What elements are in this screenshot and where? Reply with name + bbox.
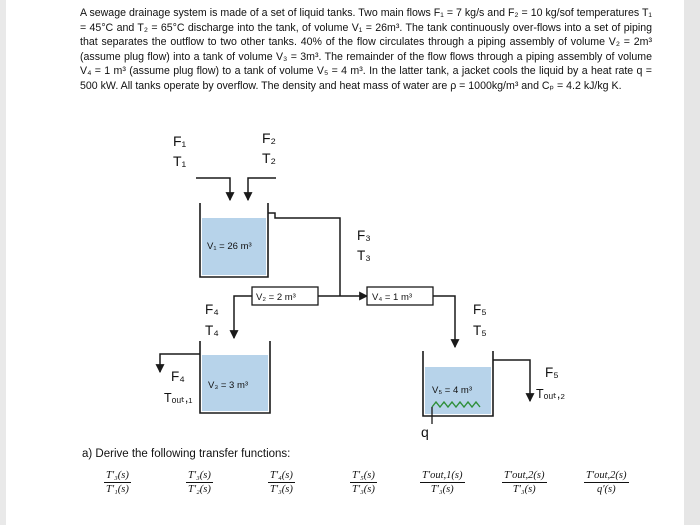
tank-5-outlet-temp-label: Tₒᵤₜ,₂ (536, 387, 566, 401)
tf-3-numerator: T′₄(s) (270, 470, 293, 481)
tf-7-numerator: T′out,2(s) (586, 470, 627, 481)
tf-6-numerator: T′out,2(s) (504, 470, 545, 481)
tf-7-denominator: q′(s) (596, 484, 616, 495)
question-prompt: a) Derive the following transfer functions: (82, 448, 291, 460)
tf-5-numerator: T′out,1(s) (422, 470, 463, 481)
inlet-2-temp-label: T₂ (262, 150, 276, 166)
transfer-function-list (0, 470, 700, 510)
tf-2-denominator: T′₂(s) (188, 484, 211, 495)
inlet-1-temp-label: T₁ (173, 153, 187, 169)
branch-temp-label: T₃ (357, 248, 371, 263)
inlet-2-pipe (248, 178, 276, 200)
tf-1-numerator: T′₃(s) (106, 470, 129, 481)
transfer-function-4 (350, 470, 377, 495)
tf-2-numerator: T′₃(s) (188, 470, 211, 481)
inlet-2-flow-label: F₂ (262, 130, 276, 146)
transfer-function-2 (186, 470, 213, 495)
pipe-v2-label: V₂ = 2 m³ (256, 292, 296, 303)
inlet-1-pipe (196, 178, 230, 200)
pipe-v2-outlet (234, 296, 252, 338)
tank-5-volume-label: V₅ = 4 m³ (432, 385, 472, 396)
branch-flow-label: F₃ (357, 228, 371, 243)
tf-5-denominator: T′₃(s) (430, 484, 454, 495)
tank-3-outlet-flow-label: F₄ (171, 369, 185, 384)
tank-5-outlet-flow-label: F₅ (545, 365, 559, 380)
tank-1-volume-label: V₁ = 26 m³ (207, 241, 252, 252)
split-right-flow-label: F₅ (473, 302, 487, 317)
problem-text: A sewage drainage system is made of a set of liquid tanks. Two main flows F₁ = 7 kg/s and F₂ = 10 kg/sof temperatures T₁ = 45°C and T₂ = 65°C discharge into the tank, of volume V₁ = 26m³. The tank continuously over-flows into a set of piping that separates the outflow to two other tanks. 40% of the flow circulates through a piping assembly of volume V₂ = 2m³ (assume plug flow) into a tank of volume V₃ = 3m³. The remainder of the flow flows through a piping assembly of volume V₄ = 1 m³ (assume plug flow) to a tank of volume V₅ = 4 m³. In the latter tank, a jacket cools the liquid by a heat rate q = 500 kW. All tanks operate by overflow. The density and heat mass of water are ρ = 1000kg/m³ and Cₚ = 4.2 kJ/kg K. (80, 7, 652, 92)
transfer-function-6 (502, 470, 547, 495)
split-left-temp-label: T₄ (205, 323, 219, 338)
tank-5-overflow-pipe (493, 360, 530, 401)
tf-4-denominator: T′₃(s) (352, 484, 375, 495)
pipe-v4-label: V₄ = 1 m³ (372, 292, 413, 303)
heat-rate-label: q (421, 424, 429, 440)
tf-3-denominator: T′₃(s) (270, 484, 293, 495)
tf-4-numerator: T′₅(s) (352, 470, 375, 481)
tf-6-denominator: T′₃(s) (512, 484, 536, 495)
transfer-function-5 (420, 470, 465, 495)
split-right-temp-label: T₅ (473, 323, 487, 338)
transfer-function-1 (104, 470, 131, 495)
inlet-1-flow-label: F₁ (173, 133, 187, 149)
pipe-v4-outlet (433, 296, 455, 347)
tf-1-denominator: T′₁(s) (106, 484, 129, 495)
split-left-flow-label: F₄ (205, 302, 219, 317)
transfer-function-7 (584, 470, 629, 495)
tank-3-outlet-temp-label: Tₒᵤₜ,₁ (164, 391, 193, 405)
tank-3-volume-label: V₃ = 3 m³ (208, 380, 249, 391)
transfer-function-3 (268, 470, 295, 495)
tank-1-overflow-pipe (268, 213, 340, 296)
